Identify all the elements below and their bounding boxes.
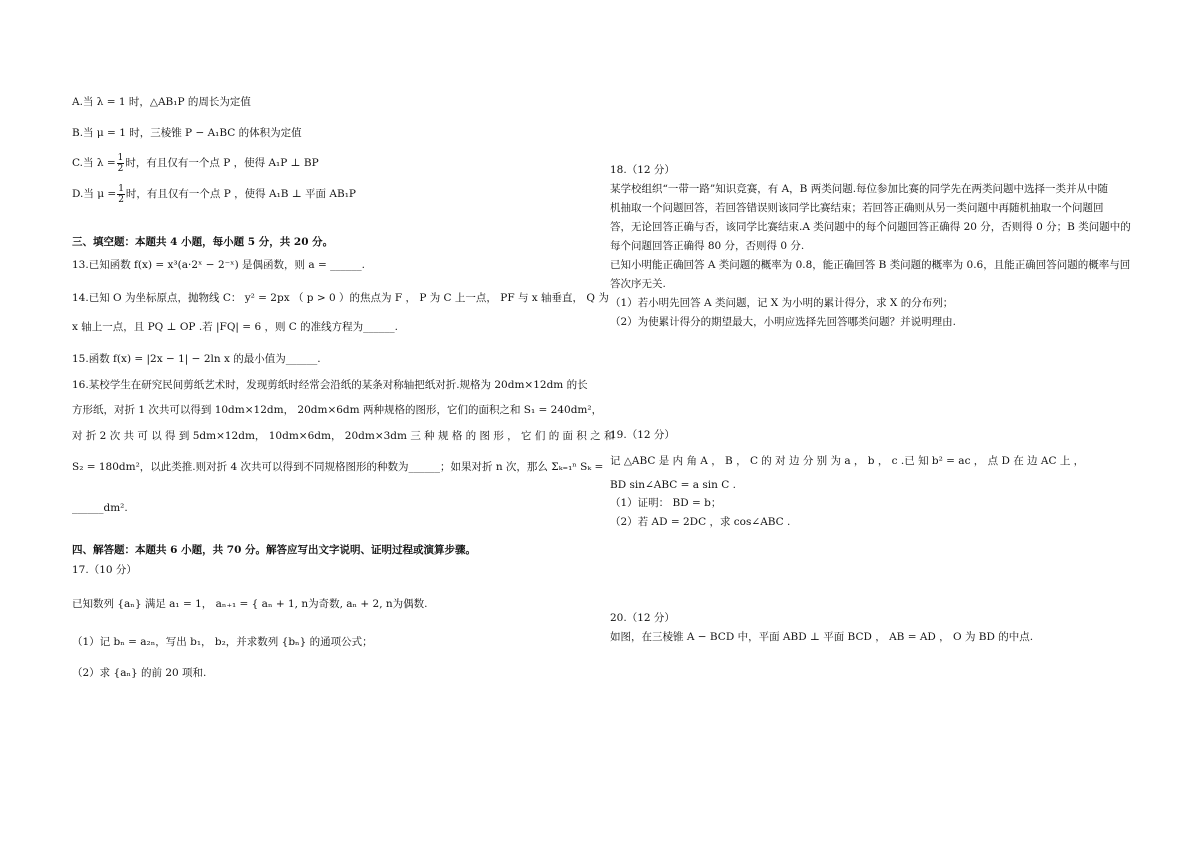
option-c-prefix: C.当 λ = [72, 157, 116, 169]
question-18-line-5: 已知小明能正确回答 A 类问题的概率为 0.8，能正确回答 B 类问题的概率为 0.6，且能正确回答问题的概率与回 [610, 259, 1131, 271]
option-c [72, 152, 319, 174]
question-18-heading: 18.（12 分） [610, 164, 675, 176]
question-19-line-1: 记 △ABC 是 内 角 A ， B ， C 的 对 边 分 别 为 a ， b ， c .已 知 b² = ac ， 点 D 在 边 AC 上 ， [610, 455, 1085, 467]
question-17-part-1: （1）记 bₙ = a₂ₙ，写出 b₁， b₂，并求数列 {bₙ} 的通项公式； [72, 636, 373, 648]
option-a: A.当 λ = 1 时，△AB₁P 的周长为定值 [72, 96, 251, 108]
question-16-line-5: ______dm². [72, 502, 128, 514]
option-d-numerator: 1 [118, 183, 124, 194]
question-18-line-6: 答次序无关. [610, 278, 666, 290]
question-17-heading: 17.（10 分） [72, 564, 137, 576]
question-19-line-2: BD sin∠ABC = a sin C . [610, 479, 736, 491]
question-14-line-1: 14.已知 O 为坐标原点，抛物线 C： y² = 2px （ p > 0 ）的焦点为 F ， P 为 C 上一点， PF 与 x 轴垂直， Q 为 [72, 292, 609, 304]
option-c-suffix: 时，有且仅有一个点 P ，使得 A₁P ⊥ BP [125, 157, 319, 169]
question-16-line-1: 16.某校学生在研究民间剪纸艺术时，发现剪纸时经常会沿纸的某条对称轴把纸对折.规格为 20dm×12dm 的长 [72, 379, 588, 391]
option-c-denominator: 2 [117, 163, 124, 174]
question-19-heading: 19.（12 分） [610, 429, 675, 441]
option-c-numerator: 1 [117, 152, 124, 163]
section-4-heading: 四、解答题：本题共 6 小题，共 70 分。解答应写出文字说明、证明过程或演算步骤。 [72, 544, 477, 556]
question-16-line-2: 方形纸，对折 1 次共可以得到 10dm×12dm， 20dm×6dm 两种规格的图形，它们的面积之和 S₁ = 240dm²， [72, 404, 603, 416]
question-18-line-2: 机抽取一个问题回答，若回答错误则该同学比赛结束；若回答正确则从另一类问题中再随机抽取一个问题回 [610, 202, 1104, 214]
option-b: B.当 μ = 1 时，三棱锥 P − A₁BC 的体积为定值 [72, 127, 302, 139]
question-19-part-2: （2）若 AD = 2DC ，求 cos∠ABC . [610, 516, 791, 528]
question-18-line-4: 每个问题回答正确得 80 分，否则得 0 分. [610, 240, 805, 252]
question-20-line-1: 如图，在三棱锥 A − BCD 中，平面 ABD ⊥ 平面 BCD ， AB = AD ， O 为 BD 的中点. [610, 631, 1034, 643]
section-3-heading: 三、填空题：本题共 4 小题，每小题 5 分，共 20 分。 [72, 236, 334, 248]
question-18-line-1: 某学校组织“一带一路”知识竞赛，有 A，B 两类问题.每位参加比赛的同学先在两类问题中选择一类并从中随 [610, 183, 1109, 195]
question-19-part-1: （1）证明： BD = b； [610, 497, 722, 509]
question-15: 15.函数 f(x) = |2x − 1| − 2ln x 的最小值为______. [72, 353, 321, 365]
option-d-suffix: 时，有且仅有一个点 P ，使得 A₁B ⊥ 平面 AB₁P [125, 188, 356, 200]
question-20-heading: 20.（12 分） [610, 612, 675, 624]
question-17-statement: 已知数列 {aₙ} 满足 a₁ = 1， aₙ₊₁ = { aₙ + 1, n为奇数, aₙ + 2, n为偶数. [72, 598, 428, 610]
question-18-line-3: 答，无论回答正确与否，该同学比赛结束.A 类问题中的每个问题回答正确得 20 分，否则得 0 分；B 类问题中的 [610, 221, 1131, 233]
question-14-line-2: x 轴上一点，且 PQ ⊥ OP .若 |FQ| = 6 ，则 C 的准线方程为______. [72, 321, 399, 333]
question-18-part-1: （1）若小明先回答 A 类问题，记 X 为小明的累计得分，求 X 的分布列； [610, 297, 954, 309]
question-17-part-2: （2）求 {aₙ} 的前 20 项和. [72, 667, 207, 679]
option-d-denominator: 2 [118, 194, 124, 205]
option-d [72, 183, 356, 205]
question-13: 13.已知函数 f(x) = x³(a·2ˣ − 2⁻ˣ) 是偶函数，则 a = ______. [72, 259, 365, 271]
question-16-line-3: 对 折 2 次 共 可 以 得 到 5dm×12dm， 10dm×6dm， 20dm×3dm 三 种 规 格 的 图 形 ， 它 们 的 面 积 之 和 [72, 430, 615, 442]
question-18-part-2: （2）为使累计得分的期望最大，小明应选择先回答哪类问题？并说明理由. [610, 316, 957, 328]
option-c-fraction [117, 153, 125, 174]
option-d-fraction [117, 184, 125, 205]
question-16-line-4: S₂ = 180dm²，以此类推.则对折 4 次共可以得到不同规格图形的种数为______；如果对折 n 次，那么 Σₖ₌₁ⁿ Sₖ = [72, 461, 604, 473]
option-d-prefix: D.当 μ = [72, 188, 117, 200]
